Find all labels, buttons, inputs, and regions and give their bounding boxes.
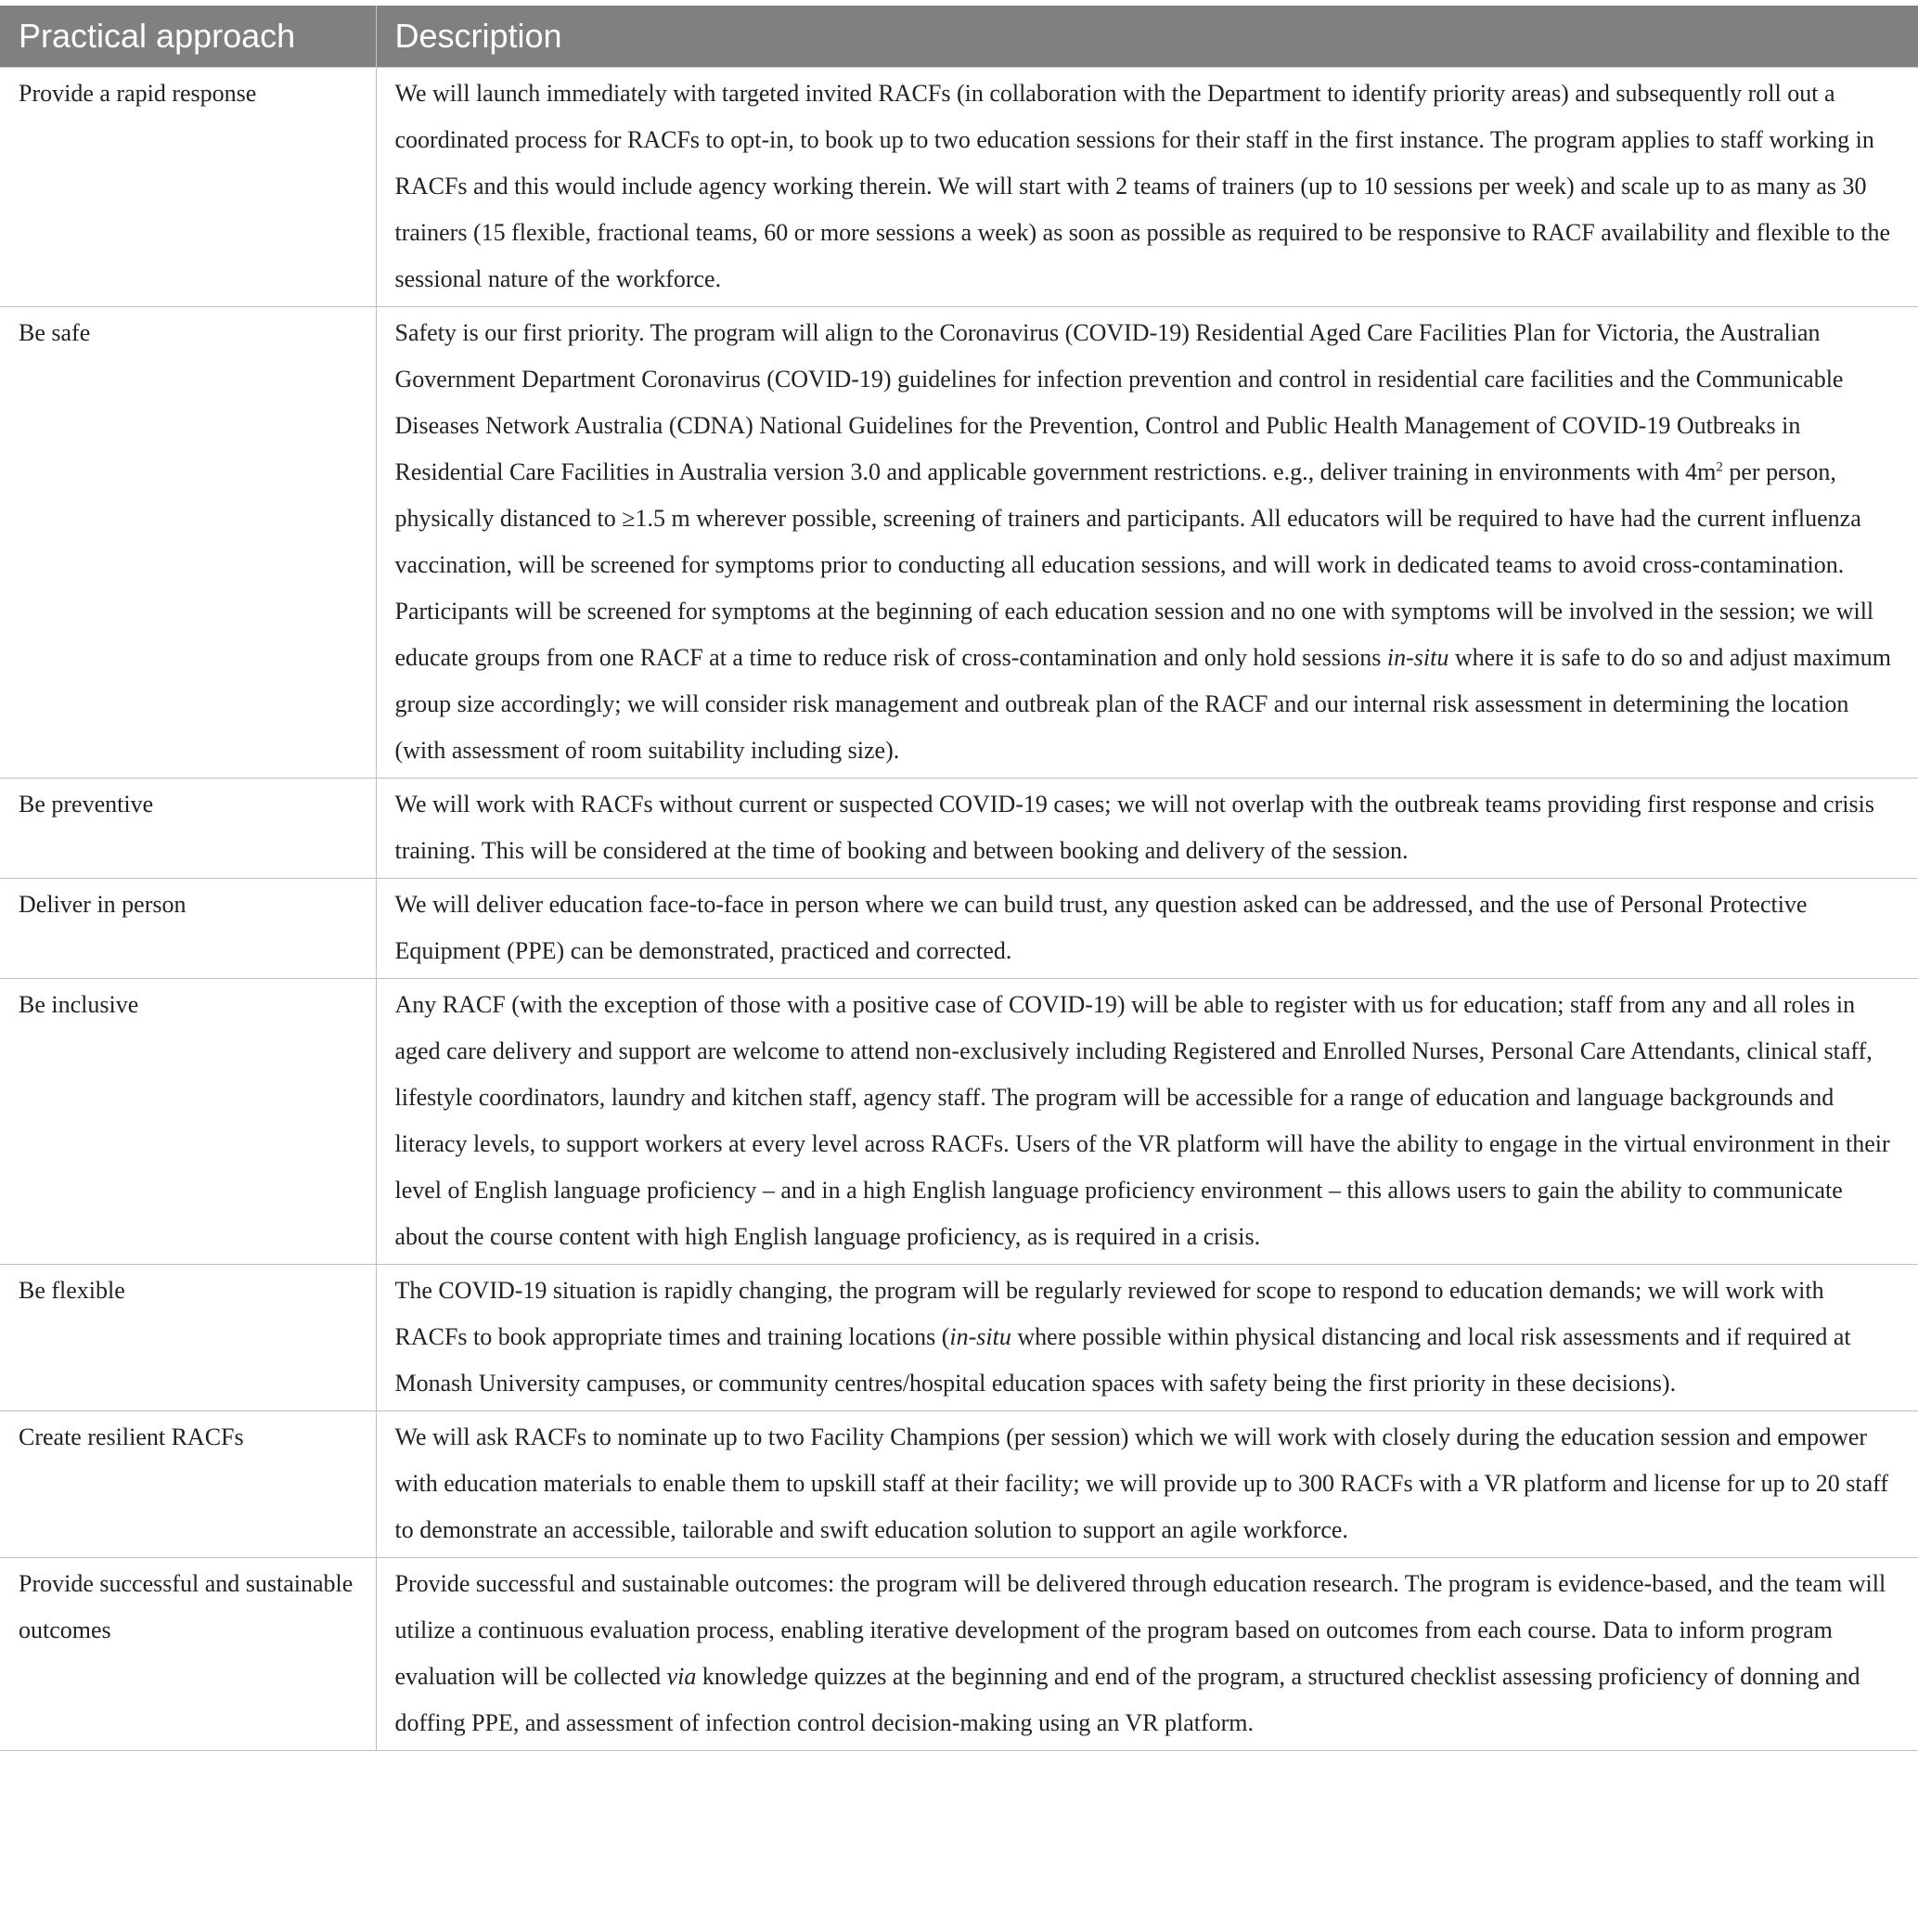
superscript: 2 bbox=[1716, 459, 1723, 475]
description-cell: Any RACF (with the exception of those with a positive case of COVID-19) will be able to register with us for education; staff from any and all roles in aged care delivery and support are welcome to attend non-exclusively including Registered and Enrolled Nurses, Personal Care Attendants, clinical staff, lifestyle coordinators, laundry and kitchen staff, agency staff. The program will be accessible for a range of education and language backgrounds and literacy levels, to support workers at every level across RACFs. Users of the VR platform will have the ability to engage in the virtual environment in their level of English language proficiency – and in a high English language proficiency environment – this allows users to gain the ability to communicate about the course content with high English language proficiency, as is required in a crisis. bbox=[376, 979, 1918, 1265]
description-cell bbox=[376, 1558, 1918, 1751]
table-row bbox=[0, 779, 1918, 879]
description-text: where it is safe to do so and adjust maximum group size accordingly; we will consider risk management and outbreak plan of the RACF and our internal risk assessment in determining the location (with assessment of room suitability including size). bbox=[394, 644, 1891, 764]
approach-cell: Be flexible bbox=[0, 1265, 376, 1411]
table-row bbox=[0, 68, 1918, 307]
description-cell bbox=[376, 1265, 1918, 1411]
approach-cell: Be safe bbox=[0, 307, 376, 779]
description-cell: We will launch immediately with targeted invited RACFs (in collaboration with the Department to identify priority areas) and subsequently roll out a coordinated process for RACFs to opt-in, to book up to two education sessions for their staff in the first instance. The program applies to staff working in RACFs and this would include agency working therein. We will start with 2 teams of trainers (up to 10 sessions per week) and scale up to as many as 30 trainers (15 flexible, fractional teams, 60 or more sessions a week) as soon as possible as required to be responsive to RACF availability and flexible to the sessional nature of the workforce. bbox=[376, 68, 1918, 307]
description-cell: We will deliver education face-to-face in person where we can build trust, any question asked can be addressed, and the use of Personal Protective Equipment (PPE) can be demonstrated, practiced and corrected. bbox=[376, 879, 1918, 979]
column-header-approach: Practical approach bbox=[0, 6, 376, 68]
italic-term: in-situ bbox=[1386, 644, 1449, 671]
approach-cell: Be preventive bbox=[0, 779, 376, 879]
italic-term: via bbox=[666, 1663, 697, 1690]
description-text: Safety is our first priority. The program will align to the Coronavirus (COVID-19) Residential Aged Care Facilities Plan for Victoria, the Australian Government Department Coronavirus (COVID-19) guidelines for infection prevention and control in residential care facilities and the Communicable Diseases Network Australia (CDNA) National Guidelines for the Prevention, Control and Public Health Management of COVID-19 Outbreaks in Residential Care Facilities in Australia version 3.0 and applicable government restrictions. e.g., deliver training in environments with 4m bbox=[394, 319, 1844, 485]
table-row bbox=[0, 1265, 1918, 1411]
table-row bbox=[0, 879, 1918, 979]
table-row bbox=[0, 979, 1918, 1265]
description-cell: We will ask RACFs to nominate up to two Facility Champions (per session) which we will work with closely during the education session and empower with education materials to enable them to upskill staff at their facility; we will provide up to 300 RACFs with a VR platform and license for up to 20 staff to demonstrate an accessible, tailorable and swift education solution to support an agile workforce. bbox=[376, 1411, 1918, 1558]
description-cell: We will work with RACFs without current or suspected COVID-19 cases; we will not overlap with the outbreak teams providing first response and crisis training. This will be considered at the time of booking and between booking and delivery of the session. bbox=[376, 779, 1918, 879]
table-row bbox=[0, 307, 1918, 779]
approach-cell: Be inclusive bbox=[0, 979, 376, 1265]
table-row bbox=[0, 1558, 1918, 1751]
table-row bbox=[0, 1411, 1918, 1558]
approach-cell: Provide a rapid response bbox=[0, 68, 376, 307]
practical-approach-table bbox=[0, 6, 1918, 1751]
description-text: per person, physically distanced to ≥1.5 m wherever possible, screening of trainers and participants. All educators will be required to have had the current influenza vaccination, will be screened for symptoms prior to conducting all education sessions, and will work in dedicated teams to avoid cross-contamination. Participants will be screened for symptoms at the beginning of each education session and no one with symptoms will be involved in the session; we will educate groups from one RACF at a time to reduce risk of cross-contamination and only hold sessions bbox=[394, 458, 1874, 671]
description-text: knowledge quizzes at the beginning and end of the program, a structured checklist assessing proficiency of donning and doffing PPE, and assessment of infection control decision-making using an VR platform. bbox=[394, 1663, 1860, 1736]
description-cell bbox=[376, 307, 1918, 779]
approach-cell: Provide successful and sustainable outcomes bbox=[0, 1558, 376, 1751]
approach-cell: Deliver in person bbox=[0, 879, 376, 979]
description-text: where possible within physical distancing and local risk assessments and if required at Monash University campuses, or community centres/hospital education spaces with safety being the first priority in these decisions). bbox=[394, 1323, 1851, 1397]
description-text: The COVID-19 situation is rapidly changing, the program will be regularly reviewed for scope to respond to education demands; we will work with RACFs to book appropriate times and training locations ( bbox=[394, 1277, 1824, 1350]
italic-term: in-situ bbox=[949, 1323, 1011, 1350]
column-header-description: Description bbox=[376, 6, 1918, 68]
description-text: Provide successful and sustainable outcomes: the program will be delivered through education research. The program is evidence-based, and the team will utilize a continuous evaluation process, enabling iterative development of the program based on outcomes from each course. Data to inform program evaluation will be collected bbox=[394, 1570, 1886, 1690]
approach-cell: Create resilient RACFs bbox=[0, 1411, 376, 1558]
table-header-row bbox=[0, 6, 1918, 68]
